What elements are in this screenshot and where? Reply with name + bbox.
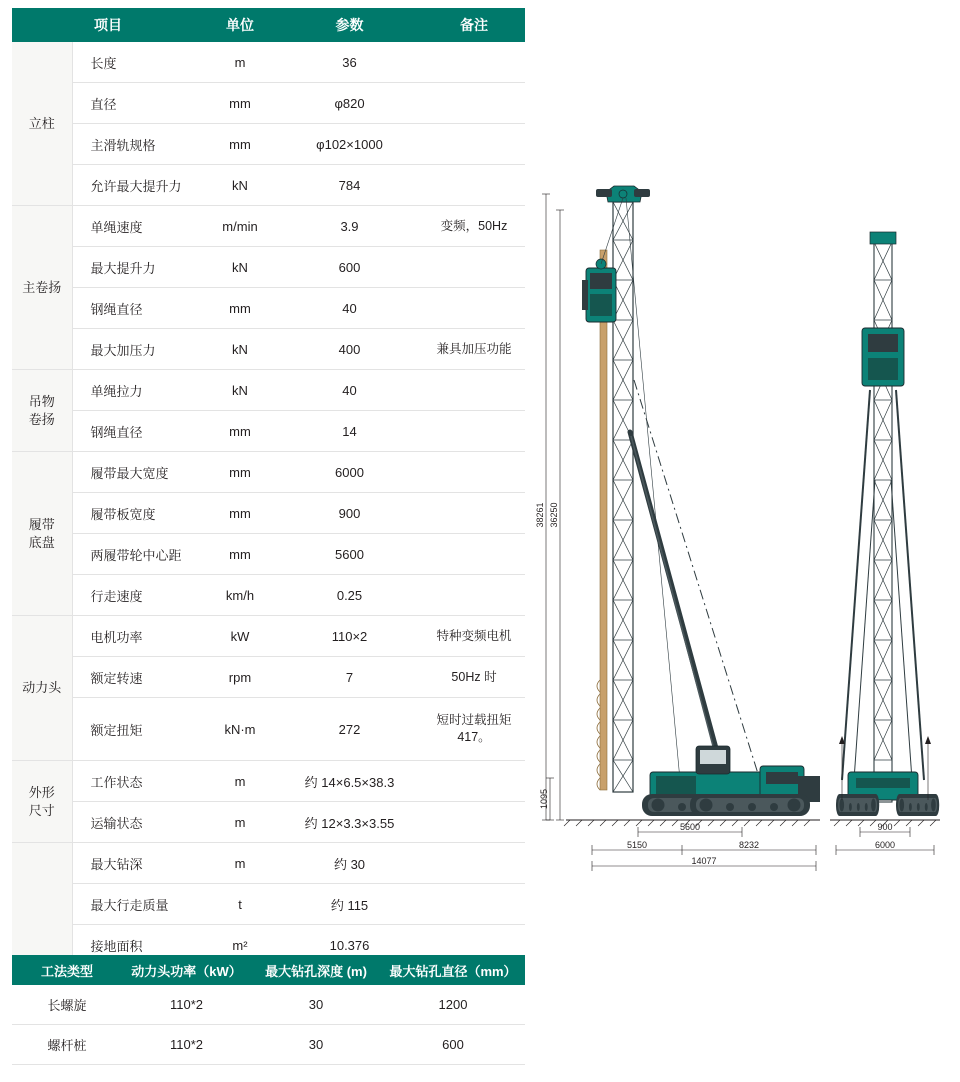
cell-param: 40: [276, 370, 423, 411]
dimension-height-overall: 38261: [535, 502, 545, 528]
cell-param: 14: [276, 411, 423, 452]
cell-note: [423, 843, 525, 884]
dimension-height-base: 1095: [539, 788, 549, 810]
dimension-track-width: 6000: [874, 840, 896, 850]
cell-unit: m²: [204, 925, 276, 966]
cell-item: 运输状态: [72, 802, 204, 843]
cell-unit: kN: [204, 329, 276, 370]
method-cell: 110*2: [122, 985, 251, 1025]
cell-note: [423, 452, 525, 493]
specification-table-body: [12, 42, 525, 1007]
cell-unit: mm: [204, 411, 276, 452]
table-row: [12, 884, 525, 925]
cell-note: [423, 42, 525, 83]
method-table-row: [12, 985, 525, 1025]
method-cell: 螺杆桩: [12, 1025, 122, 1065]
table-row: [12, 42, 525, 83]
cell-param: 36: [276, 42, 423, 83]
table-row: [12, 288, 525, 329]
cell-note: 特种变频电机: [423, 616, 525, 657]
cell-note: [423, 884, 525, 925]
cell-param: 10.376: [276, 925, 423, 966]
method-column-header-type: 工法类型: [12, 955, 122, 985]
method-column-header-diameter: 最大钻孔直径（mm）: [381, 955, 525, 985]
cell-note: 50Hz 时: [423, 657, 525, 698]
cell-item: 工作状态: [72, 761, 204, 802]
cell-item: 接地面积: [72, 925, 204, 966]
table-row: [12, 534, 525, 575]
cell-param: 5600: [276, 534, 423, 575]
cell-note: [423, 124, 525, 165]
table-row: [12, 124, 525, 165]
table-row: [12, 165, 525, 206]
cell-note: [423, 288, 525, 329]
cell-item: 电机功率: [72, 616, 204, 657]
table-row: [12, 802, 525, 843]
cell-unit: mm: [204, 534, 276, 575]
method-table: [12, 955, 525, 1065]
cell-param: 0.25: [276, 575, 423, 616]
method-cell: 30: [251, 985, 381, 1025]
cell-unit: kN: [204, 370, 276, 411]
row-group-label: 外形 尺寸: [12, 761, 72, 843]
method-cell: 110*2: [122, 1025, 251, 1065]
cell-item: 额定扭矩: [72, 698, 204, 761]
cell-param: 110×2: [276, 616, 423, 657]
cell-note: 变频，50Hz: [423, 206, 525, 247]
cell-note: [423, 165, 525, 206]
table-row: [12, 843, 525, 884]
cell-param: 6000: [276, 452, 423, 493]
cell-unit: mm: [204, 288, 276, 329]
cell-unit: mm: [204, 493, 276, 534]
dimension-front-span: 5150: [626, 840, 648, 850]
row-group-label: 主卷扬: [12, 206, 72, 370]
dimension-height-mast: 36250: [549, 502, 559, 528]
cell-note: [423, 534, 525, 575]
machine-technical-drawing: [530, 180, 950, 880]
cell-item: 主滑轨规格: [72, 124, 204, 165]
table-row: [12, 616, 525, 657]
cell-param: 900: [276, 493, 423, 534]
table-row: [12, 493, 525, 534]
cell-unit: mm: [204, 124, 276, 165]
cell-unit: m: [204, 843, 276, 884]
dimension-rear-span: 8232: [738, 840, 760, 850]
cell-item: 履带板宽度: [72, 493, 204, 534]
cell-note: [423, 761, 525, 802]
cell-param: φ102×1000: [276, 124, 423, 165]
method-cell: 30: [251, 1025, 381, 1065]
cell-unit: mm: [204, 83, 276, 124]
cell-param: 约 30: [276, 843, 423, 884]
cell-param: 600: [276, 247, 423, 288]
table-row: [12, 452, 525, 493]
cell-unit: kN: [204, 165, 276, 206]
row-group-label: 动力头: [12, 616, 72, 761]
cell-note: 短时过载扭矩417。: [423, 698, 525, 761]
cell-unit: m/min: [204, 206, 276, 247]
cell-param: 272: [276, 698, 423, 761]
column-header-param: 参数: [276, 8, 423, 42]
cell-note: [423, 370, 525, 411]
cell-param: 3.9: [276, 206, 423, 247]
cell-note: [423, 411, 525, 452]
table-row: [12, 370, 525, 411]
cell-item: 行走速度: [72, 575, 204, 616]
row-group-label: 吊物 卷扬: [12, 370, 72, 452]
cell-item: 直径: [72, 83, 204, 124]
cell-param: 40: [276, 288, 423, 329]
cell-unit: mm: [204, 452, 276, 493]
dimension-track-center: 5600: [679, 822, 701, 832]
column-header-unit: 单位: [204, 8, 276, 42]
table-row: [12, 329, 525, 370]
cell-param: 约 14×6.5×38.3: [276, 761, 423, 802]
cell-unit: m: [204, 761, 276, 802]
cell-note: 兼具加压功能: [423, 329, 525, 370]
cell-unit: kW: [204, 616, 276, 657]
table-row: [12, 206, 525, 247]
cell-item: 最大行走质量: [72, 884, 204, 925]
cell-item: 长度: [72, 42, 204, 83]
cell-unit: m: [204, 802, 276, 843]
cell-item: 钢绳直径: [72, 288, 204, 329]
cell-note: [423, 575, 525, 616]
table-row: [12, 411, 525, 452]
cell-unit: t: [204, 884, 276, 925]
method-cell: 600: [381, 1025, 525, 1065]
table-row: [12, 247, 525, 288]
table-row: [12, 657, 525, 698]
method-cell: 长螺旋: [12, 985, 122, 1025]
method-cell: 1200: [381, 985, 525, 1025]
table-row: [12, 698, 525, 761]
dimension-total-length: 14077: [691, 856, 717, 866]
cell-item: 最大提升力: [72, 247, 204, 288]
table-row: [12, 761, 525, 802]
method-column-header-power: 动力头功率（kW）: [122, 955, 251, 985]
cell-note: [423, 802, 525, 843]
dimension-shoe-width: 900: [877, 822, 893, 832]
cell-item: 额定转速: [72, 657, 204, 698]
cell-unit: rpm: [204, 657, 276, 698]
row-group-label: 立柱: [12, 42, 72, 206]
cell-item: 单绳速度: [72, 206, 204, 247]
method-table-body: [12, 985, 525, 1065]
method-header-row: [12, 955, 525, 985]
cell-param: 约 12×3.3×3.55: [276, 802, 423, 843]
cell-item: 单绳拉力: [72, 370, 204, 411]
cell-unit: km/h: [204, 575, 276, 616]
cell-param: φ820: [276, 83, 423, 124]
table-row: [12, 575, 525, 616]
cell-note: [423, 493, 525, 534]
method-column-header-depth: 最大钻孔深度 (m): [251, 955, 381, 985]
cell-unit: kN: [204, 247, 276, 288]
cell-item: 最大加压力: [72, 329, 204, 370]
cell-item: 两履带轮中心距: [72, 534, 204, 575]
table-header-row: [12, 8, 525, 42]
cell-unit: kN·m: [204, 698, 276, 761]
cell-param: 784: [276, 165, 423, 206]
cell-item: 允许最大提升力: [72, 165, 204, 206]
column-header-item: 项目: [12, 8, 204, 42]
cell-param: 7: [276, 657, 423, 698]
column-header-note: 备注: [423, 8, 525, 42]
cell-item: 最大钻深: [72, 843, 204, 884]
cell-param: 约 115: [276, 884, 423, 925]
cell-item: 履带最大宽度: [72, 452, 204, 493]
method-table-row: [12, 1025, 525, 1065]
row-group-label: 履带 底盘: [12, 452, 72, 616]
table-row: [12, 83, 525, 124]
cell-unit: m: [204, 42, 276, 83]
specification-table: [12, 8, 525, 1007]
cell-note: [423, 247, 525, 288]
cell-param: 400: [276, 329, 423, 370]
cell-item: 钢绳直径: [72, 411, 204, 452]
cell-note: [423, 83, 525, 124]
